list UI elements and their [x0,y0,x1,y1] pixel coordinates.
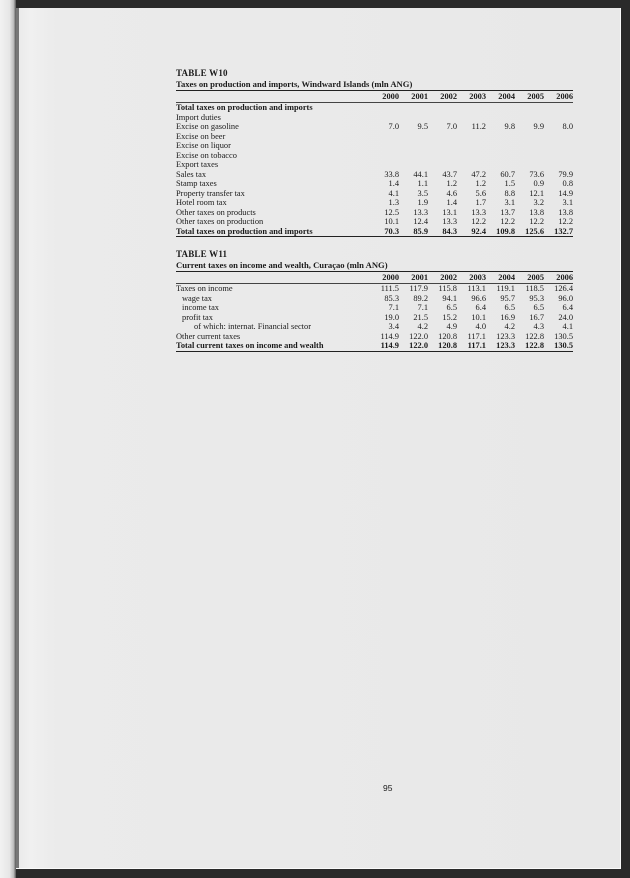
cell-value: 1.3 [388,198,399,207]
cell-value [370,151,399,161]
row-label: Excise on beer [176,131,226,141]
table-row [176,294,573,304]
cell-value [428,160,457,170]
row-label: Property transfer tax [176,188,245,198]
table-row [176,198,573,208]
row-label: profit tax [182,312,213,322]
cell-value: 13.8 [529,207,544,217]
cell-value [515,141,544,151]
table-row [176,160,573,170]
cell-value [457,103,486,113]
year-header: 2000 [370,272,399,284]
row-label: Excise on tobacco [176,150,237,160]
cell-value: 11.2 [471,122,486,131]
cell-value: 60.7 [500,169,515,179]
year-header: 2004 [486,91,515,103]
table-w11-body [176,284,573,352]
cell-value: 120.8 [428,341,457,351]
cell-value: 13.1 [442,207,457,217]
cell-value: 16.9 [500,312,515,322]
year-header: 2000 [370,91,399,103]
cell-value: 130.5 [554,331,573,341]
cell-value: 1.2 [446,179,457,188]
cell-value: 6.4 [475,303,486,312]
cell-value: 4.2 [504,322,515,331]
table-row [176,113,573,123]
cell-value: 47.2 [471,169,486,179]
row-label: Hotel room tax [176,198,227,207]
row-label: Excise on liquor [176,141,231,150]
row-label: Other taxes on products [176,207,256,217]
table-row [176,303,573,313]
cell-value: 12.1 [529,188,544,198]
cell-value: 126.4 [554,284,573,293]
cell-value: 130.5 [544,341,573,351]
cell-value [428,103,457,113]
cell-value: 10.1 [384,217,399,226]
cell-value: 12.2 [529,217,544,226]
cell-value: 3.2 [533,198,544,207]
table-w10 [176,68,573,237]
year-header: 2005 [515,272,544,284]
cell-value: 122.8 [525,331,544,341]
row-label: Sales tax [176,169,207,179]
cell-value [515,160,544,170]
cell-value [515,103,544,113]
cell-value: 118.5 [525,284,544,293]
row-label: of which: internat. Financial sector [194,322,311,331]
table-row [176,313,573,323]
year-header: 2005 [515,91,544,103]
cell-value: 3.4 [388,322,399,331]
row-label: Stamp taxes [176,179,217,188]
year-header: 2002 [428,91,457,103]
label-column-header [176,272,370,284]
row-label: Excise on gasoline [176,122,239,131]
cell-value: 7.1 [388,303,399,312]
cell-value: 7.1 [417,303,428,312]
cell-value [515,151,544,161]
table-w11-grid [176,272,573,352]
cell-value: 1.9 [417,198,428,207]
cell-value: 13.3 [442,217,457,226]
row-label: Taxes on income [176,284,233,293]
table-row [176,151,573,161]
year-header: 2002 [428,272,457,284]
table-row [176,341,573,351]
cell-value [428,151,457,161]
cell-value: 13.8 [558,207,573,217]
cell-value: 9.8 [504,122,515,131]
cell-value: 5.6 [475,188,486,198]
row-label: Other current taxes [176,331,241,341]
cell-value: 16.7 [529,312,544,322]
cell-value [428,113,457,123]
year-header: 2004 [486,272,515,284]
table-w11-title: TABLE W11 [176,249,228,259]
cell-value: 122.0 [399,341,428,351]
year-header: 2003 [457,91,486,103]
cell-value: 9.9 [533,122,544,131]
cell-value: 8.0 [562,122,573,131]
cell-value: 4.1 [562,322,573,331]
cell-value: 15.2 [442,312,457,322]
cell-value: 4.2 [417,322,428,331]
cell-value [399,141,428,151]
cell-value: 1.7 [475,198,486,207]
table-row [176,141,573,151]
cell-value: 4.0 [475,322,486,331]
cell-value [486,132,515,142]
cell-value: 14.9 [558,188,573,198]
row-label: wage tax [182,293,212,303]
cell-value: 89.2 [413,293,428,303]
cell-value: 94.1 [442,293,457,303]
cell-value: 117.1 [467,331,486,341]
cell-value [544,103,573,113]
cell-value: 122.8 [515,341,544,351]
cell-value: 10.1 [471,312,486,322]
table-row [176,217,573,227]
cell-value: 6.5 [504,303,515,312]
cell-value [486,151,515,161]
cell-value: 6.4 [562,303,573,312]
cell-value [399,151,428,161]
cell-value: 79.9 [558,169,573,179]
cell-value: 123.3 [486,341,515,351]
cell-value: 85.3 [384,293,399,303]
cell-value: 24.0 [558,312,573,322]
cell-value [399,132,428,142]
cell-value: 96.6 [471,293,486,303]
cell-value [399,103,428,113]
cell-value [457,160,486,170]
row-label: Total taxes on production and imports [176,103,313,112]
cell-value: 1.5 [504,179,515,188]
table-w10-grid [176,91,573,237]
cell-value: 12.2 [471,217,486,226]
cell-value: 13.3 [413,207,428,217]
table-row [176,208,573,218]
table-row [176,170,573,180]
cell-value: 117.9 [409,284,428,293]
table-w10-title: TABLE W10 [176,68,228,78]
table-row [176,179,573,189]
cell-value: 120.8 [438,331,457,341]
cell-value: 109.8 [486,227,515,237]
cell-value [544,151,573,161]
cell-value: 6.5 [533,303,544,312]
cell-value [457,132,486,142]
cell-value: 95.7 [500,293,515,303]
table-w11-header-row [176,272,573,284]
cell-value: 113.1 [467,284,486,293]
cell-value: 9.5 [417,122,428,131]
row-label: Other taxes on production [176,217,264,226]
cell-value: 123.3 [496,331,515,341]
cell-value [370,103,399,113]
table-w10-header-row [176,91,573,103]
cell-value: 84.3 [428,227,457,237]
cell-value: 8.8 [504,188,515,198]
cell-value: 12.5 [384,207,399,217]
cell-value [428,132,457,142]
year-header: 2003 [457,272,486,284]
year-header: 2006 [544,272,573,284]
table-row [176,284,573,294]
table-w11-subtitle: Current taxes on income and wealth, Curaçao (mln ANG) [176,260,573,272]
cell-value: 6.5 [446,303,457,312]
cell-value: 21.5 [413,312,428,322]
row-label: Total taxes on production and imports [176,227,370,237]
cell-value: 12.2 [558,217,573,226]
cell-value [544,113,573,123]
cell-value: 111.5 [380,284,399,293]
cell-value: 3.5 [417,188,428,198]
year-header: 2006 [544,91,573,103]
cell-value: 0.8 [562,179,573,188]
table-w10-subtitle: Taxes on production and imports, Windward Islands (mln ANG) [176,79,573,91]
cell-value [370,132,399,142]
cell-value: 92.4 [457,227,486,237]
cell-value: 115.8 [438,284,457,293]
page-binding-shadow [16,8,19,868]
cell-value: 73.6 [529,169,544,179]
table-w11 [176,249,573,352]
label-column-header [176,91,370,103]
table-row [176,189,573,199]
cell-value: 95.3 [529,293,544,303]
table-row [176,103,573,113]
cell-value [515,132,544,142]
cell-value: 7.0 [446,122,457,131]
cell-value [486,141,515,151]
cell-value: 13.7 [500,207,515,217]
cell-value: 1.1 [417,179,428,188]
row-label: Import duties [176,112,221,122]
cell-value: 4.1 [388,188,399,198]
row-label: income tax [182,303,219,312]
table-row [176,122,573,132]
cell-value: 1.4 [388,179,399,188]
cell-value: 19.0 [384,312,399,322]
cell-value: 85.9 [399,227,428,237]
cell-value: 4.3 [533,322,544,331]
cell-value [399,113,428,123]
cell-value [370,160,399,170]
table-row [176,332,573,342]
table-row [176,322,573,332]
year-header: 2001 [399,272,428,284]
cell-value: 70.3 [370,227,399,237]
cell-value: 43.7 [442,169,457,179]
cell-value: 4.9 [446,322,457,331]
cell-value: 1.2 [475,179,486,188]
cell-value [486,103,515,113]
cell-value: 125.6 [515,227,544,237]
cell-value: 0.9 [533,179,544,188]
cell-value: 132.7 [544,227,573,237]
cell-value: 4.6 [446,188,457,198]
cell-value: 114.9 [370,341,399,351]
cell-value [370,113,399,123]
table-row [176,132,573,142]
cell-value [486,113,515,123]
cell-value: 114.9 [380,331,399,341]
cell-value [457,151,486,161]
row-label: Total current taxes on income and wealth [176,341,370,351]
cell-value: 12.4 [413,217,428,226]
cell-value: 119.1 [496,284,515,293]
table-row [176,227,573,237]
row-label: Export taxes [176,160,219,169]
cell-value: 12.2 [500,217,515,226]
cell-value [486,160,515,170]
cell-value: 3.1 [562,198,573,207]
cell-value [457,141,486,151]
cell-value: 33.8 [384,169,399,179]
cell-value: 44.1 [413,169,428,179]
year-header: 2001 [399,91,428,103]
cell-value: 13.3 [471,207,486,217]
cell-value [399,160,428,170]
cell-value [457,113,486,123]
cell-value: 7.0 [388,122,399,131]
cell-value [515,113,544,123]
cell-value: 122.0 [409,331,428,341]
cell-value: 3.1 [504,198,515,207]
cell-value [428,141,457,151]
cell-value [544,160,573,170]
previous-page-edge [0,0,16,878]
table-w10-body [176,103,573,237]
cell-value: 117.1 [457,341,486,351]
cell-value: 1.4 [446,198,457,207]
cell-value [544,132,573,142]
cell-value [544,141,573,151]
cell-value: 96.0 [558,293,573,303]
page-number: 95 [383,783,393,793]
cell-value [370,141,399,151]
